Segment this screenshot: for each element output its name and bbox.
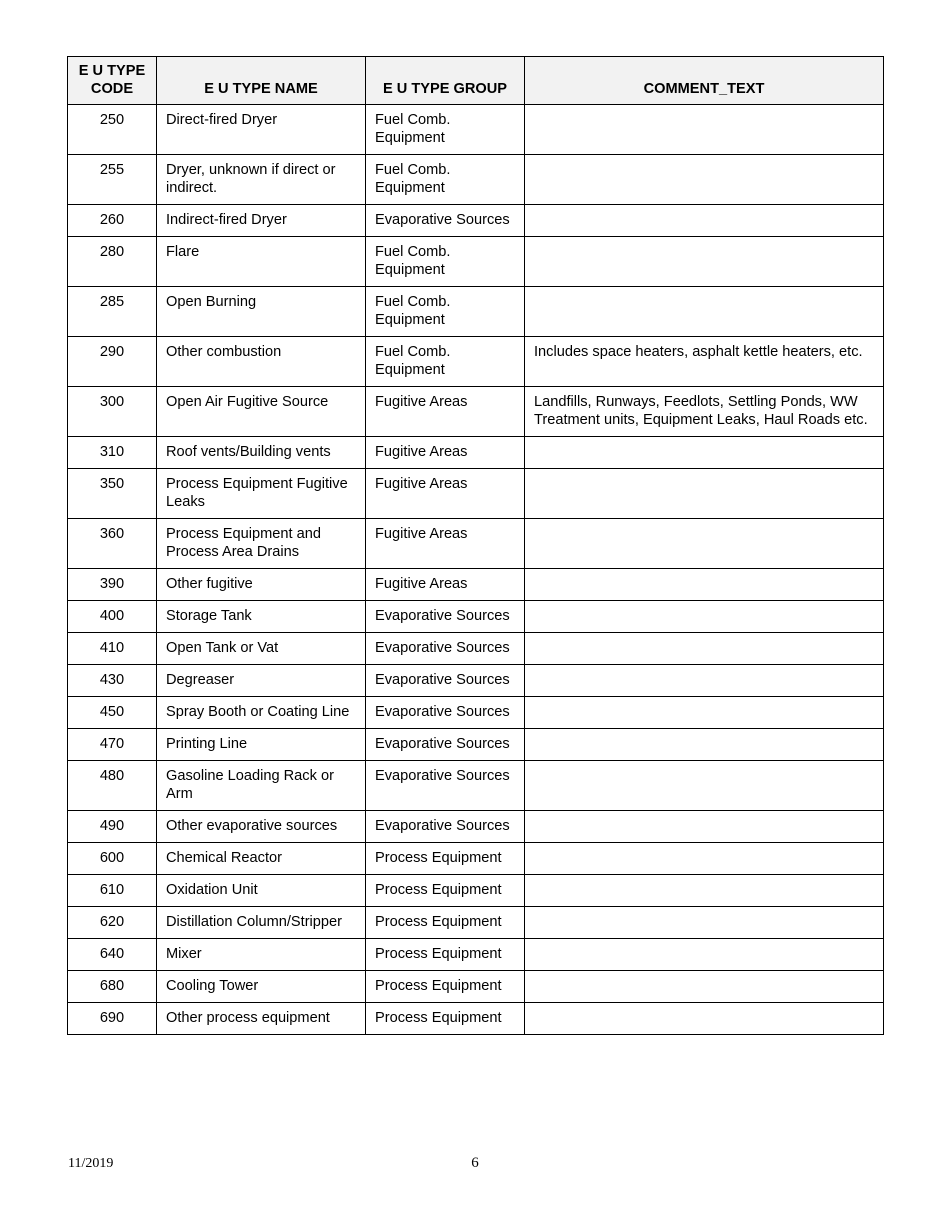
cell-type-group: Fugitive Areas [366, 387, 525, 437]
cell-type-group: Fuel Comb. Equipment [366, 155, 525, 205]
cell-code: 300 [68, 387, 157, 437]
cell-code: 255 [68, 155, 157, 205]
cell-type-group: Fuel Comb. Equipment [366, 287, 525, 337]
header-name: E U TYPE NAME [157, 57, 366, 105]
cell-type-group: Evaporative Sources [366, 205, 525, 237]
cell-type-group: Fuel Comb. Equipment [366, 337, 525, 387]
cell-type-name: Storage Tank [157, 601, 366, 633]
cell-type-name: Roof vents/Building vents [157, 437, 366, 469]
cell-type-name: Distillation Column/Stripper [157, 907, 366, 939]
cell-type-name: Open Tank or Vat [157, 633, 366, 665]
cell-type-name: Dryer, unknown if direct or indirect. [157, 155, 366, 205]
cell-type-group: Fugitive Areas [366, 469, 525, 519]
cell-type-group: Evaporative Sources [366, 665, 525, 697]
table-row [68, 665, 884, 697]
table-row [68, 811, 884, 843]
cell-type-name: Printing Line [157, 729, 366, 761]
cell-code: 450 [68, 697, 157, 729]
cell-type-group: Fuel Comb. Equipment [366, 105, 525, 155]
cell-code: 680 [68, 971, 157, 1003]
cell-type-group: Process Equipment [366, 939, 525, 971]
cell-comment: Landfills, Runways, Feedlots, Settling Ponds, WW Treatment units, Equipment Leaks, Haul Roads etc. [525, 387, 884, 437]
header-group: E U TYPE GROUP [366, 57, 525, 105]
cell-comment [525, 469, 884, 519]
cell-comment [525, 205, 884, 237]
cell-type-name: Indirect-fired Dryer [157, 205, 366, 237]
cell-code: 640 [68, 939, 157, 971]
table-row [68, 633, 884, 665]
header-code: E U TYPE CODE [68, 57, 157, 105]
table-row [68, 337, 884, 387]
table-row [68, 843, 884, 875]
cell-type-name: Process Equipment Fugitive Leaks [157, 469, 366, 519]
cell-type-name: Flare [157, 237, 366, 287]
table-row [68, 761, 884, 811]
cell-type-group: Fugitive Areas [366, 519, 525, 569]
cell-code: 690 [68, 1003, 157, 1035]
cell-type-name: Spray Booth or Coating Line [157, 697, 366, 729]
cell-comment [525, 237, 884, 287]
cell-type-group: Evaporative Sources [366, 697, 525, 729]
table-row [68, 205, 884, 237]
cell-type-group: Process Equipment [366, 1003, 525, 1035]
table-header-row [68, 57, 884, 105]
cell-comment [525, 697, 884, 729]
cell-code: 310 [68, 437, 157, 469]
cell-code: 410 [68, 633, 157, 665]
cell-code: 280 [68, 237, 157, 287]
cell-code: 285 [68, 287, 157, 337]
cell-comment [525, 939, 884, 971]
eu-type-table [67, 56, 884, 1035]
cell-code: 250 [68, 105, 157, 155]
cell-code: 400 [68, 601, 157, 633]
cell-comment [525, 105, 884, 155]
cell-code: 480 [68, 761, 157, 811]
cell-comment [525, 633, 884, 665]
cell-type-name: Process Equipment and Process Area Drains [157, 519, 366, 569]
cell-type-group: Process Equipment [366, 843, 525, 875]
cell-type-group: Fuel Comb. Equipment [366, 237, 525, 287]
table-row [68, 729, 884, 761]
cell-type-name: Gasoline Loading Rack or Arm [157, 761, 366, 811]
table-row [68, 939, 884, 971]
table-row [68, 1003, 884, 1035]
table-row [68, 971, 884, 1003]
table-row [68, 237, 884, 287]
cell-comment [525, 907, 884, 939]
cell-comment: Includes space heaters, asphalt kettle heaters, etc. [525, 337, 884, 387]
cell-type-name: Open Air Fugitive Source [157, 387, 366, 437]
table-row [68, 907, 884, 939]
cell-code: 350 [68, 469, 157, 519]
cell-type-group: Evaporative Sources [366, 761, 525, 811]
cell-type-group: Evaporative Sources [366, 729, 525, 761]
cell-comment [525, 875, 884, 907]
table-row [68, 387, 884, 437]
cell-comment [525, 519, 884, 569]
cell-code: 260 [68, 205, 157, 237]
cell-code: 490 [68, 811, 157, 843]
page-number: 6 [471, 1155, 479, 1171]
cell-type-group: Process Equipment [366, 971, 525, 1003]
table-row [68, 569, 884, 601]
cell-comment [525, 843, 884, 875]
cell-comment [525, 761, 884, 811]
cell-type-name: Other fugitive [157, 569, 366, 601]
cell-code: 290 [68, 337, 157, 387]
cell-comment [525, 971, 884, 1003]
cell-code: 360 [68, 519, 157, 569]
cell-type-name: Chemical Reactor [157, 843, 366, 875]
cell-code: 430 [68, 665, 157, 697]
table-row [68, 601, 884, 633]
cell-code: 610 [68, 875, 157, 907]
cell-type-name: Other process equipment [157, 1003, 366, 1035]
cell-type-group: Fugitive Areas [366, 437, 525, 469]
table-row [68, 697, 884, 729]
table-body [68, 105, 884, 1035]
cell-comment [525, 811, 884, 843]
cell-comment [525, 155, 884, 205]
cell-type-name: Other combustion [157, 337, 366, 387]
cell-comment [525, 1003, 884, 1035]
cell-type-group: Evaporative Sources [366, 811, 525, 843]
cell-type-name: Direct-fired Dryer [157, 105, 366, 155]
cell-comment [525, 569, 884, 601]
table-row [68, 105, 884, 155]
cell-type-name: Other evaporative sources [157, 811, 366, 843]
cell-type-name: Open Burning [157, 287, 366, 337]
cell-comment [525, 601, 884, 633]
cell-code: 620 [68, 907, 157, 939]
cell-type-name: Degreaser [157, 665, 366, 697]
cell-type-group: Process Equipment [366, 875, 525, 907]
header-comment: COMMENT_TEXT [525, 57, 884, 105]
table-row [68, 469, 884, 519]
cell-code: 600 [68, 843, 157, 875]
cell-type-group: Process Equipment [366, 907, 525, 939]
cell-type-group: Fugitive Areas [366, 569, 525, 601]
table-row [68, 287, 884, 337]
cell-code: 470 [68, 729, 157, 761]
cell-type-name: Cooling Tower [157, 971, 366, 1003]
table-row [68, 875, 884, 907]
table-row [68, 519, 884, 569]
cell-type-group: Evaporative Sources [366, 633, 525, 665]
cell-comment [525, 287, 884, 337]
cell-comment [525, 665, 884, 697]
footer-date: 11/2019 [68, 1156, 114, 1171]
cell-comment [525, 437, 884, 469]
cell-comment [525, 729, 884, 761]
table-row [68, 155, 884, 205]
cell-type-group: Evaporative Sources [366, 601, 525, 633]
table-row [68, 437, 884, 469]
cell-type-name: Mixer [157, 939, 366, 971]
cell-type-name: Oxidation Unit [157, 875, 366, 907]
cell-code: 390 [68, 569, 157, 601]
